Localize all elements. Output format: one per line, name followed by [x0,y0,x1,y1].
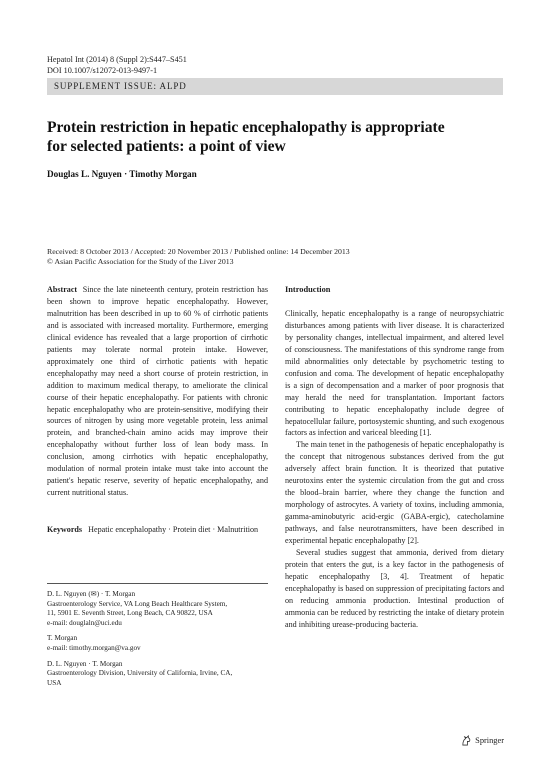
article-dates [47,247,507,267]
journal-citation: Hepatol Int (2014) 8 (Suppl 2):S447–S451 [47,55,187,64]
received-dates: Received: 8 October 2013 / Accepted: 20 November 2013 / Published online: 14 December 2013 [47,247,350,256]
footnote-divider [47,583,268,584]
introduction-heading: Introduction [285,285,331,294]
journal-header [47,55,187,76]
title-line-1: Protein restriction in hepatic encephalopathy is appropriate [47,119,445,136]
introduction-paragraph-1: Clinically, hepatic encephalopathy is a range of neuropsychiatric disturbances among patients with liver disease. It is characterized by personality changes, intellectual impairment, and altered level of consciousness. The manifestations of this syndrome range from mild abnormalities only detectable by psychometric testing to confusion and coma. The development of hepatic encephalopathy is a sign of decompensation and a marker of poor prognosis that may herald the need for transplantation. Important factors contributing to hepatic encephalopathy include degree of hepatocellular failure, portosystemic shunting, and such exogenous factors as infection and variceal bleeding [1]. [285,308,504,438]
introduction-paragraph-3: Several studies suggest that ammonia, derived from dietary protein that enters the gut, is a key factor in the pathogenesis of hepatic encephalopathy [3, 4]. Treatment of hepatic encephalopathy is based on suppression of precipitating factors and on reducing ammonia production. Intestinal production of ammonia can be reduced by restricting the intake of dietary protein and inhibiting urease-producing bacteria. [285,548,504,629]
affiliation-1-email[interactable]: e-mail: douglaln@uci.edu [47,618,122,627]
affiliation-2-name: T. Morgan [47,634,78,643]
banner-label: SUPPLEMENT ISSUE: ALPD [54,81,187,91]
affiliation-3-line-1: Gastroenterology Division, University of California, Irvine, CA, [47,669,233,678]
doi[interactable]: DOI 10.1007/s12072-013-9497-1 [47,65,158,75]
supplement-banner [47,78,503,95]
affiliation-2-email[interactable]: e-mail: timothy.morgan@va.gov [47,643,141,652]
affiliation-3-line-2: USA [47,678,62,687]
title-line-2: for selected patients: a point of view [47,137,286,155]
introduction-paragraph-2: The main tenet in the pathogenesis of hepatic encephalopathy is the concept that nitrogenous substances derived from the gut adversely affect brain function. It is theorized that putative neurotoxins enter the systemic circulation from the gut and cross the blood–brain barrier, where they change the function and morphology of astrocytes. A variety of toxins, including ammonia, gamma-aminobutyric acid-ergic (GABA-ergic), catecholamine pathways, and false neurotransmitters, have been described in experimental hepatic encephalopathy [2]. [285,440,504,546]
article-title [47,119,507,156]
keywords [47,524,268,536]
affiliation-1-line-1: Gastroenterology Service, VA Long Beach Healthcare System, [47,599,228,608]
publisher-footer [461,735,504,746]
abstract-heading: Abstract [47,285,78,294]
copyright-line: © Asian Pacific Association for the Study of the Liver 2013 [47,257,234,267]
springer-horse-icon [461,735,472,746]
affiliations [47,590,272,694]
keywords-text: Hepatic encephalopathy · Protein diet · Malnutrition [88,525,259,534]
affiliation-1-line-2: 11, 5901 E. Seventh Street, Long Beach, CA 90822, USA [47,609,213,618]
affiliation-3-names: D. L. Nguyen · T. Morgan [47,659,123,668]
introduction [285,284,504,631]
affiliation-1-names: D. L. Nguyen (✉) · T. Morgan [47,590,136,598]
keywords-heading: Keywords [47,525,83,534]
publisher-name: Springer [475,736,504,745]
author-list: Douglas L. Nguyen · Timothy Morgan [47,169,197,179]
abstract-text: Since the late nineteenth century, protein restriction has been shown to improve hepatic encephalopathy. However, malnutrition has been described in up to 60 % of cirrhotic patients and is associated with increased mortality. Furthermore, emerging clinical evidence has revealed that a large proportion of cirrhotic patients may tolerate normal protein intake. However, approximately one third of cirrhotic patients with hepatic encephalopathy may need a short course of protein restriction, in addition to maximum medical therapy, to ameliorate the clinical course of their hepatic encephalopathy. For patients with chronic hepatic encephalopathy who are protein-sensitive, modifying their sources of nitrogen by using more vegetable protein, less animal protein, and branched-chain amino acids may improve their encephalopathy without further loss of lean body mass. In conclusion, among cirrhotics with hepatic encephalopathy, modulation of normal protein intake must take into account the patient's hepatic reserve, severity of hepatic encephalopathy, and current nutritional status. [47,285,268,498]
abstract [47,284,268,499]
